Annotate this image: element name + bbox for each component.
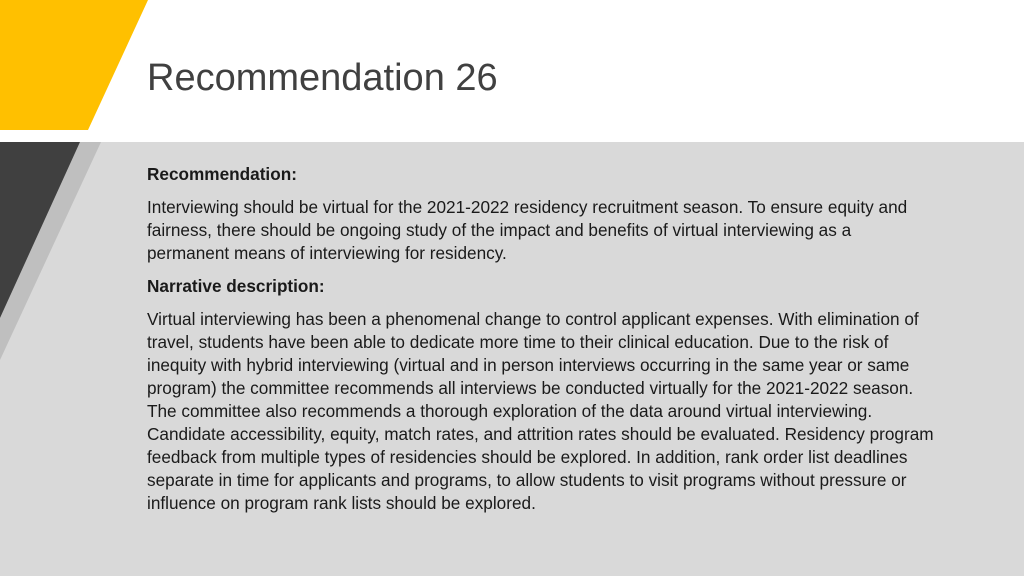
- slide-title: Recommendation 26: [147, 57, 498, 99]
- yellow-accent-shape: [0, 0, 148, 130]
- narrative-heading: Narrative description:: [147, 276, 325, 296]
- recommendation-heading: Recommendation:: [147, 164, 297, 184]
- narrative-text: Virtual interviewing has been a phenomenal change to control applicant expenses. With elimination of travel, students have been able to dedicate more time to their clinical education. Due to the risk of inequity with hybrid interviewing (virtual and in person interviews occurring in the same year or same program) the committee recommends all interviews be conducted virtually for the 2021-2022 season. The committee also recommends a thorough exploration of the data around virtual interviewing. Candidate accessibility, equity, match rates, and attrition rates should be evaluated. Residency program feedback from multiple types of residencies should be explored. In addition, rank order list deadlines separate in time for applicants and programs, to allow students to visit programs without pressure or influence on program rank lists should be explored.: [147, 309, 934, 513]
- dark-accent-shape: [0, 142, 80, 318]
- recommendation-text: Interviewing should be virtual for the 2021-2022 residency recruitment season. To ensure equity and fairness, there should be ongoing study of the impact and benefits of virtual interviewing as a permanent means of interviewing for residency.: [147, 197, 908, 263]
- slide-body: [147, 163, 937, 525]
